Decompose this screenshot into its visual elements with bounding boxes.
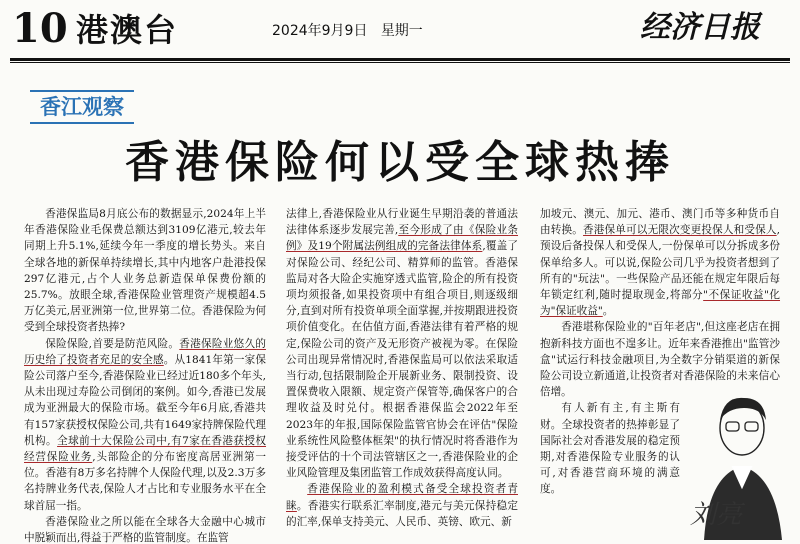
header-rule [10, 58, 790, 61]
weekday-text: 星期一 [380, 23, 423, 39]
text-run: ,头部险企的分布密度高居亚洲第一位。香港有8万多名持牌个人保险代理,以及2.3万多名持牌业务代表,保险人才占比和专业服务水平在全球首屈一指。 [24, 451, 267, 512]
text-run: 。 [602, 305, 614, 318]
highlighted-text: 全球前十大保险公司中,有7家在香港获授权经营保险业务 [24, 434, 267, 464]
section-name: 港澳台 [76, 11, 179, 49]
highlighted-text: 香港保单可以无限次变更投保人和受保人 [583, 224, 777, 237]
paragraph: 香港堪称保险业的"百年老店",但这座老店在拥抱新科技方面也不遑多让。近年来香港推出"监管沙盒"试运行科技金融项目,为全数字分销渠道的新保险公司设立新通道,让投资者对香港保险的未来信心倍增。 [540, 321, 780, 399]
portrait-glasses-right [745, 422, 758, 431]
author-signature: 刘亮 [690, 500, 743, 530]
paragraph [24, 336, 266, 514]
masthead-logo: 经济日报 [640, 10, 760, 45]
portrait-hair [720, 398, 766, 420]
text-run: 。香港实行联系汇率制度,港元与美元保持稳定的汇率,保单支持美元、人民币、英镑、欧元、新 [286, 499, 518, 528]
highlighted-text: "不保证收益"化为"保证收益" [540, 289, 781, 318]
text-run: 。从1841年第一家保险公司落户至今,香港保险业已经过近180多个年头,从未出现过寿险公司倒闭的案例。如今,香港已发展成为亚洲最大的保险市场。截至今年6月底,香港共有157家获授权保险公司,共有1649家持牌保险代理机构。 [24, 353, 267, 447]
text-run: ,预设后备投保人和受保人,一份保单可以分拆成多份保单给多人。可以说,保险公司几乎为投资者想到了所有的"玩法"。一些保险产品还能在规定年限后每年锁定红利,随时提取现金,将部分 [540, 224, 781, 302]
highlighted-text: 香港保险业悠久的历史给了投资者充足的安全感 [24, 337, 266, 366]
text-run: 保险保险,首要是防范风险。 [45, 337, 180, 350]
text-run: ,覆盖了对保险公司、经纪公司、精算师的监管。香港保监局对各大险企实施穿透式监管,险企的所有投资项均须报备,如果投资项中有组合项目,则逐级细分,直到对所有投资单项全面掌握,并按期跟进投资项价值变化。在估值方面,香港法律有着严格的规定,保险公司的资产及无形资产被视为零。在保险公司出现异常情况时,香港保监局可以依法采取适当行动,包括限制险企开展新业务、限制投资、设置保费收入限额、规定资产保管等,确保客户的合理收益及时兑付。根据香港保监会2022年至2023年的年报,国际保险监管官协会在评估"保险业系统性风险整体框架"的执行情况时将香港作为接受评估的十个司法管辖区之一,香港保险业的企业风险管理及集团监管工作成效获得高度认同。 [286, 240, 518, 480]
date-text: 2024年9月9日 [272, 23, 368, 39]
issue-date [272, 22, 423, 40]
page-number: 10 [12, 5, 68, 52]
article-column-2 [286, 206, 518, 530]
paragraph: 香港保险业之所以能在全球各大金融中心城市中脱颖而出,得益于严格的监管制度。在监管 [24, 515, 266, 544]
paragraph [286, 206, 518, 481]
text-run: 加坡元、澳元、加元、港币、澳门币等多种货币自由转换。 [540, 208, 780, 237]
paragraph: 香港保监局8月底公布的数据显示,2024年上半年香港保险业毛保费总额达到3109亿港元,较去年同期上升5.1%,延续今年一季度的增长势头。来自全球各地的新保单持续增长,其中内地客户赴港投保297亿港元,占个人业务总新造保单保费份额的25.7%。放眼全球,香港保险业管理资产规模超4.5万亿美元,居亚洲第一位,世界第二位。香港保险为何受到全球投资者热捧? [24, 208, 266, 334]
page-header [0, 0, 800, 60]
paragraph [286, 481, 518, 530]
text-wrap-area [540, 400, 680, 497]
highlighted-text: 香港保险业的盈利模式备受全球投资者青睐 [286, 483, 518, 512]
article-column-1 [24, 206, 266, 544]
paragraph: 有人新有主,有主斯有财。全球投资者的热捧彰显了国际社会对香港发展的稳定预期,对香港保险专业服务的认可,对香港营商环境的满意度。 [540, 402, 680, 496]
paragraph [540, 206, 780, 319]
article-headline: 香港保险何以受全球热捧 [125, 137, 675, 188]
header-rule-thin [10, 62, 790, 63]
highlighted-text: 至今形成了由《保险业条例》及19个附属法例组成的完备法律体系 [286, 224, 519, 253]
text-run: 法律上,香港保险业从行业诞生早期沿袭的普通法法律体系逐步发展完善, [286, 208, 518, 237]
portrait-glasses-left [726, 422, 739, 431]
column-badge: 香江观察 [30, 90, 134, 124]
